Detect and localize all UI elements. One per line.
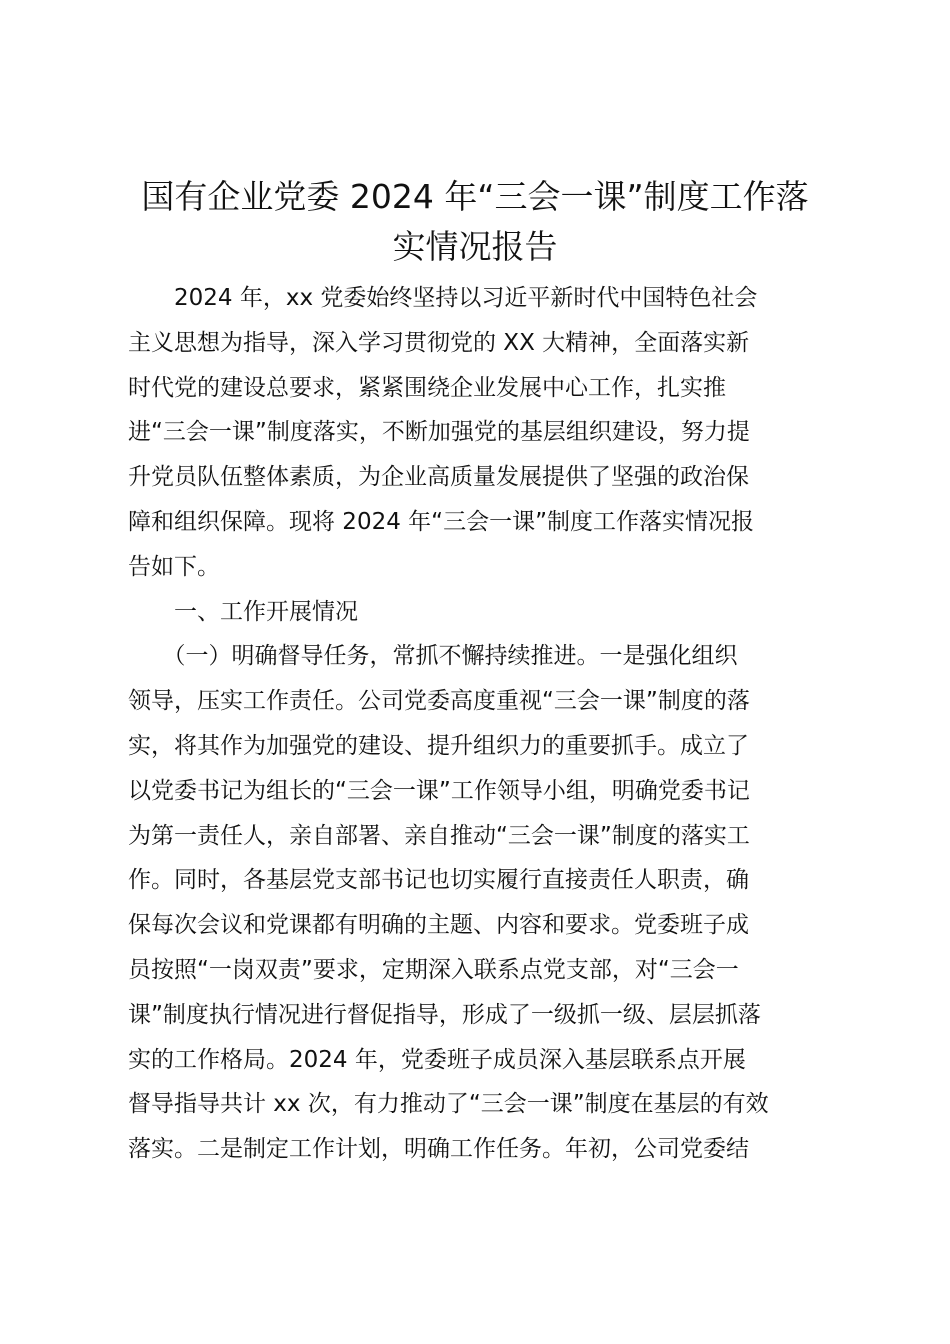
- title-line-1: 国有企业党委 2024 年“三会一课”制度工作落: [141, 177, 809, 216]
- body-line: 实，将其作为加强党的建设、提升组织力的重要抓手。成立了: [128, 732, 749, 759]
- body-line: 以党委书记为组长的“三会一课”工作领导小组，明确党委书记: [128, 777, 750, 804]
- body-line: 进“三会一课”制度落实，不断加强党的基层组织建设，努力提: [128, 419, 750, 446]
- body-line: 保每次会议和党课都有明确的主题、内容和要求。党委班子成: [128, 912, 749, 939]
- document-title: [110, 172, 840, 272]
- body-line: 课”制度执行情况进行督促指导，形成了一级抓一级、层层抓落: [128, 1001, 761, 1028]
- section-heading: 一、工作开展情况: [128, 598, 358, 625]
- body-line: 落实。二是制定工作计划，明确工作任务。年初，公司党委结: [128, 1136, 749, 1163]
- body-line: 障和组织保障。现将 2024 年“三会一课”制度工作落实情况报: [128, 508, 754, 535]
- body-line: 时代党的建设总要求，紧紧围绕企业发展中心工作，扎实推: [128, 374, 726, 401]
- body-line: 2024 年，xx 党委始终坚持以习近平新时代中国特色社会: [128, 285, 758, 311]
- body-line: 主义思想为指导，深入学习贯彻党的 XX 大精神，全面落实新: [128, 329, 750, 356]
- body-line: （一）明确督导任务，常抓不懈持续推进。一是强化组织: [128, 643, 738, 670]
- body-line: 领导，压实工作责任。公司党委高度重视“三会一课”制度的落: [128, 688, 750, 715]
- body-line: 作。同时，各基层党支部书记也切实履行直接责任人职责，确: [128, 867, 749, 894]
- document-body: [128, 276, 838, 1172]
- body-line: 为第一责任人，亲自部署、亲自推动“三会一课”制度的落实工: [128, 822, 750, 849]
- body-line: 实的工作格局。2024 年，党委班子成员深入基层联系点开展: [128, 1046, 746, 1073]
- body-line: 升党员队伍整体素质，为企业高质量发展提供了坚强的政治保: [128, 464, 749, 491]
- body-line: 告如下。: [128, 553, 220, 580]
- body-line: 督导指导共计 xx 次，有力推动了“三会一课”制度在基层的有效: [128, 1091, 769, 1118]
- body-line: 员按照“一岗双责”要求，定期深入联系点党支部，对“三会一: [128, 956, 739, 983]
- title-line-2: 实情况报告: [392, 227, 558, 266]
